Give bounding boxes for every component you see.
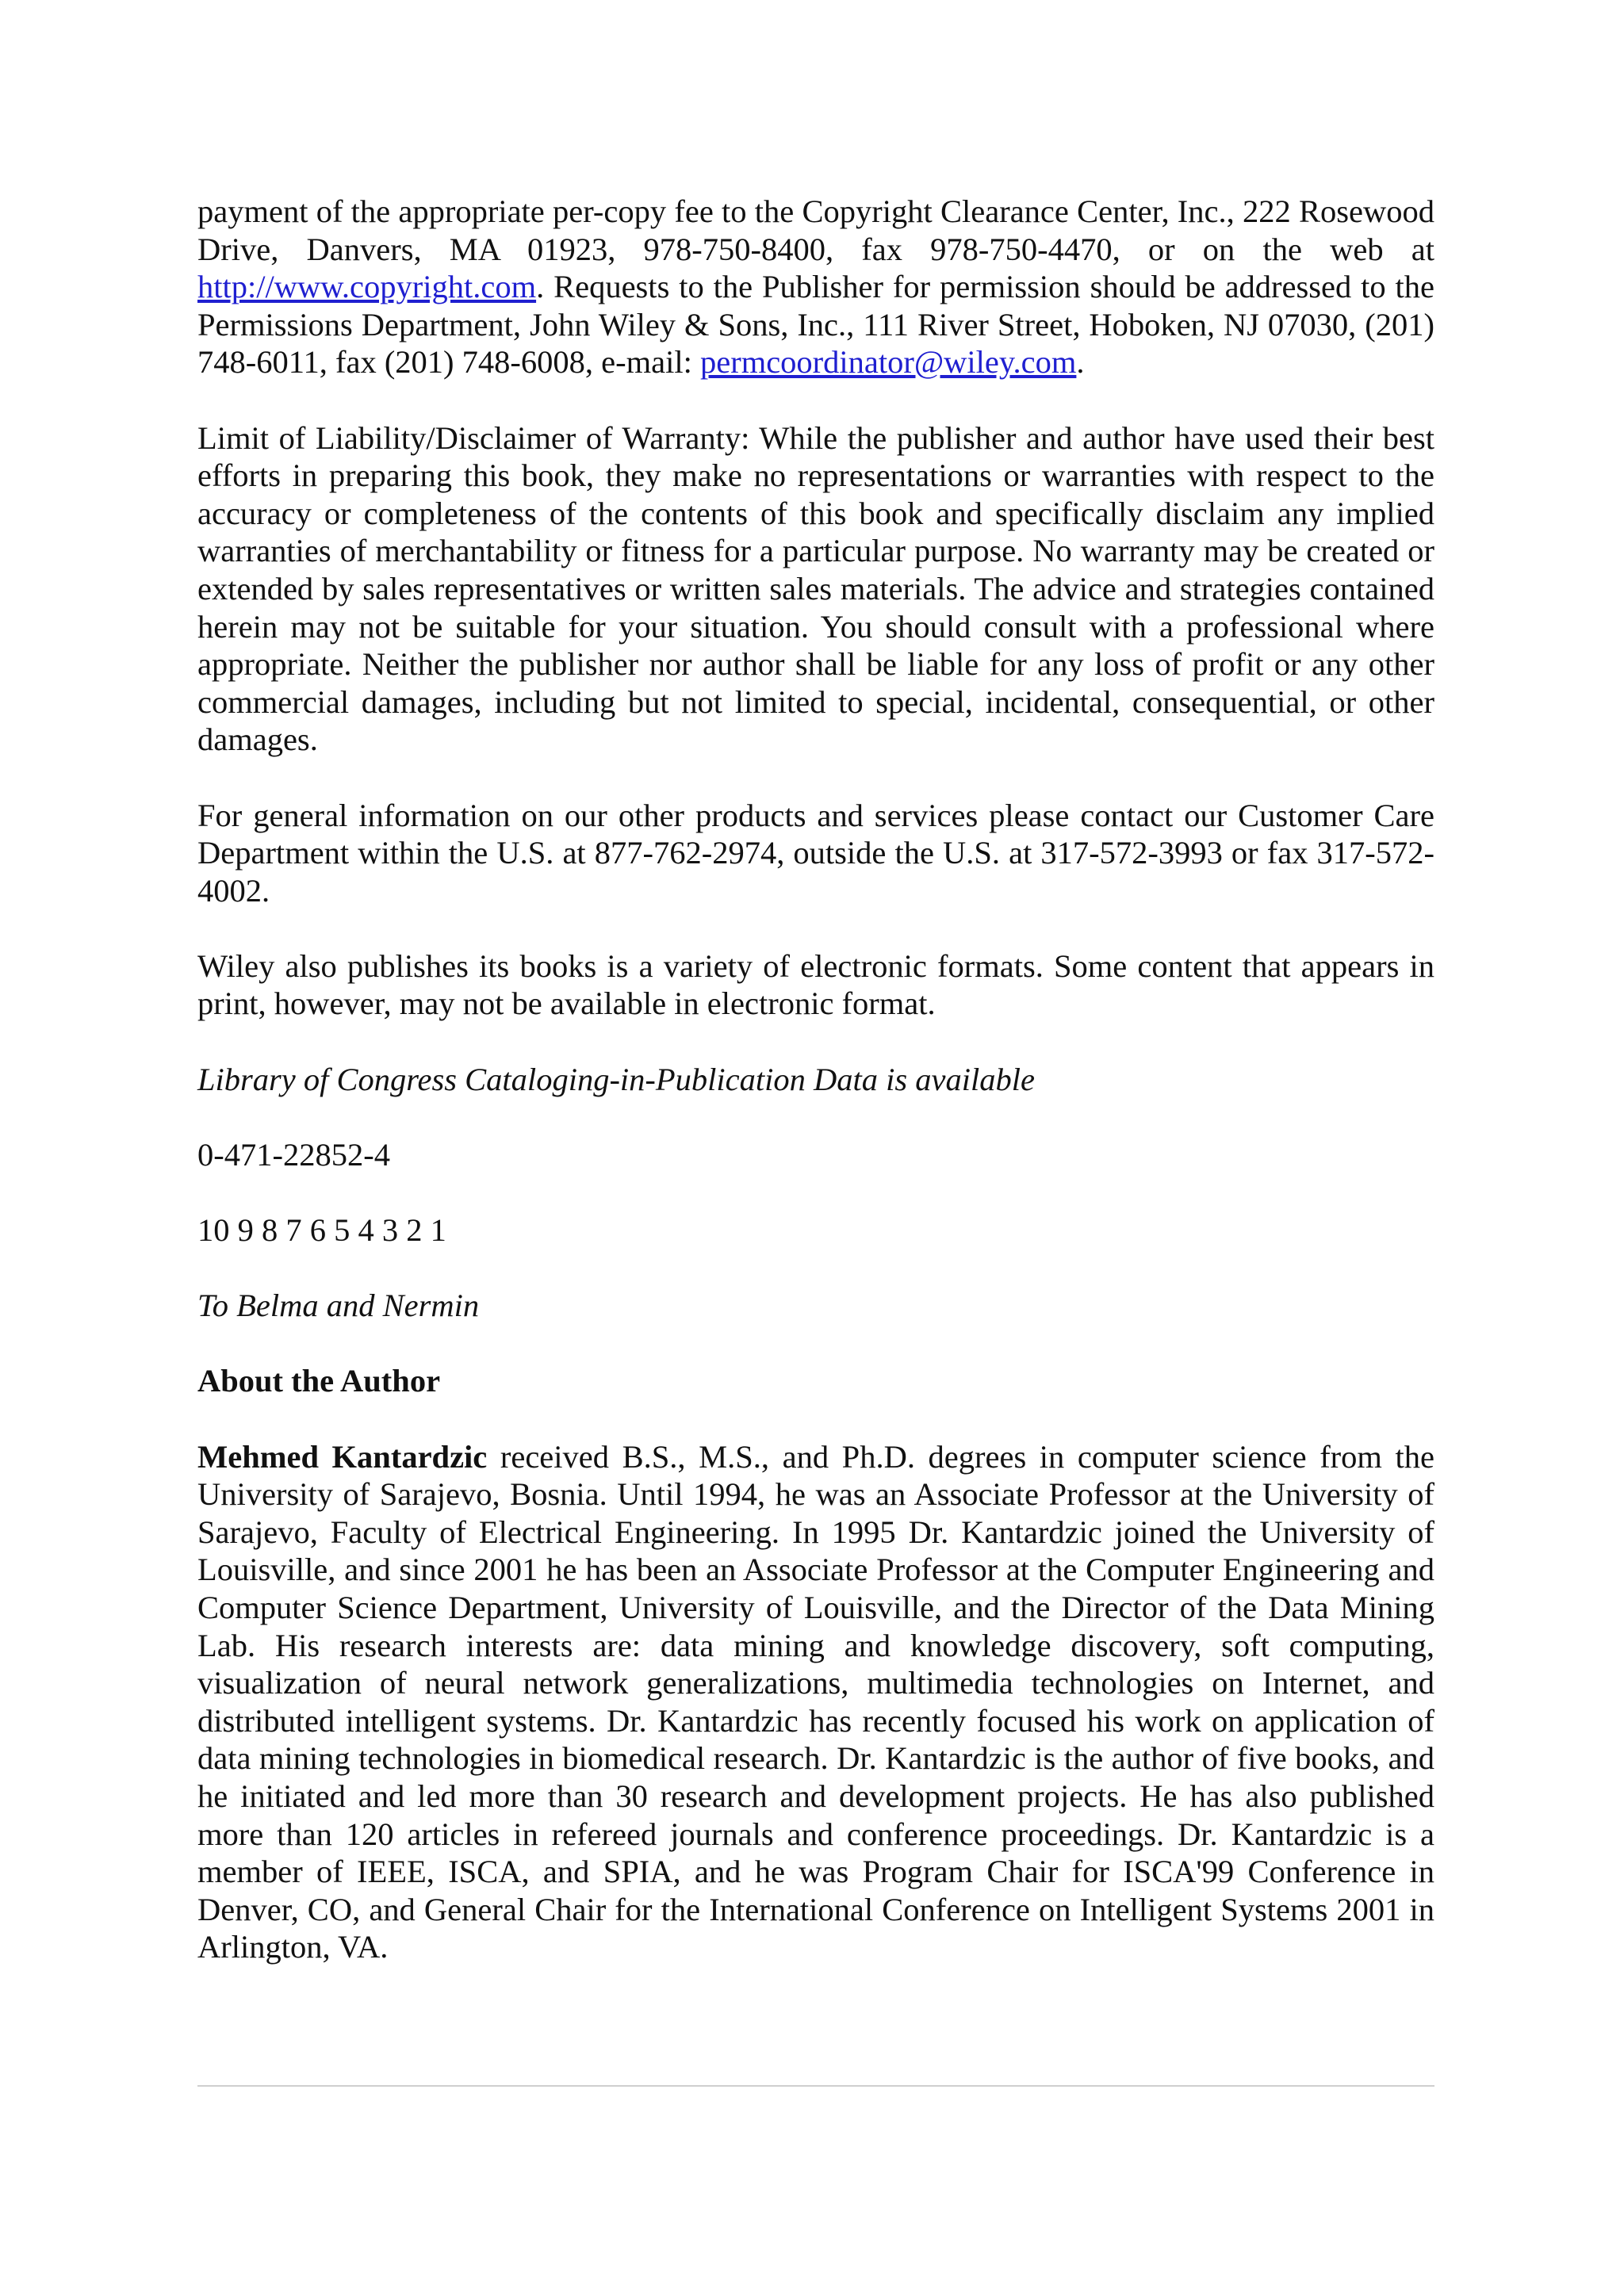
cip-line <box>197 1061 1434 1099</box>
copyright-paragraph <box>197 193 1434 381</box>
copyright-website-link[interactable]: http://www.copyright.com <box>197 269 537 305</box>
footer-divider <box>197 2085 1434 2087</box>
author-name: Mehmed Kantardzic <box>197 1438 488 1475</box>
author-bio-text: received B.S., M.S., and Ph.D. degrees in computer science from the University of Sarajevo, Bosnia. Until 1994, he was an Associate Professor at the University of Sarajevo, Faculty of Electrical Engineering. In 1995 Dr. Kantardzic joined the University of Louisville, and since 2001 he has been an Associate Professor at the Computer Engineering and Computer Science Department, University of Louisville, and the Director of the Data Mining Lab. His research interests are: data mining and knowledge discovery, soft computing, visualization of neural network generalizations, multimedia technologies on Internet, and distributed intelligent systems. Dr. Kantardzic has recently focused his work on application of data mining technologies in biomedical research. Dr. Kantardzic is the author of five books, and he initiated and led more than 30 research and development projects. He has also published more than 120 articles in refereed journals and conference proceedings. Dr. Kantardzic is a member of IEEE, ISCA, and SPIA, and he was Program Chair for ISCA'99 Conference in Denver, CO, and General Chair for the International Conference on Intelligent Systems 2001 in Arlington, VA. <box>197 1438 1434 1965</box>
isbn-line: 0-471-22852-4 <box>197 1136 390 1173</box>
document-page <box>197 193 1434 2004</box>
dedication-line <box>197 1287 1434 1325</box>
author-bio-paragraph <box>197 1438 1434 1966</box>
liability-paragraph: Limit of Liability/Disclaimer of Warranty: While the publisher and author have used their best efforts in preparing this book, they make no representations or warranties with respect to the accuracy or completeness of the contents of this book and specifically disclaim any implied warranties of merchantability or fitness for a particular purpose. No warranty may be created or extended by sales representatives or written sales materials. The advice and strategies contained herein may not be suitable for your situation. You should consult with a professional where appropriate. Neither the publisher nor author shall be liable for any loss of profit or any other commercial damages, including but not limited to special, incidental, consequential, or other damages. <box>197 419 1434 758</box>
copyright-text-1: payment of the appropriate per-copy fee to the Copyright Clearance Center, Inc., 222 Rosewood Drive, Danvers, MA 01923, 978-750-8400, fax 978-750-4470, or on the web at <box>197 193 1434 267</box>
general-info-paragraph: For general information on our other products and services please contact our Customer Care Department within the U.S. at 877-762-2974, outside the U.S. at 317-572-3993 or fax 317-572-4002. <box>197 797 1434 909</box>
about-heading <box>197 1362 1434 1400</box>
dedication-text: To Belma and Nermin <box>197 1288 480 1324</box>
printing-line: 10 9 8 7 6 5 4 3 2 1 <box>197 1212 446 1249</box>
electronic-formats-paragraph: Wiley also publishes its books is a variety of electronic formats. Some content that appears in print, however, may not be available in electronic format. <box>197 947 1434 1022</box>
copyright-text-3: . <box>1076 344 1085 381</box>
copyright-text-2: . Requests to the Publisher for permission should be addressed to the Permissions Department, John Wiley & Sons, Inc., 111 River Street, Hoboken, NJ 07030, (201) 748-6011, fax (201) 748-6008, e-mail: <box>197 269 1434 381</box>
cip-text: Library of Congress Cataloging-in-Publication Data is available <box>197 1061 1035 1097</box>
about-heading-text: About the Author <box>197 1363 441 1399</box>
permissions-email-link[interactable]: permcoordinator@wiley.com <box>699 344 1077 381</box>
